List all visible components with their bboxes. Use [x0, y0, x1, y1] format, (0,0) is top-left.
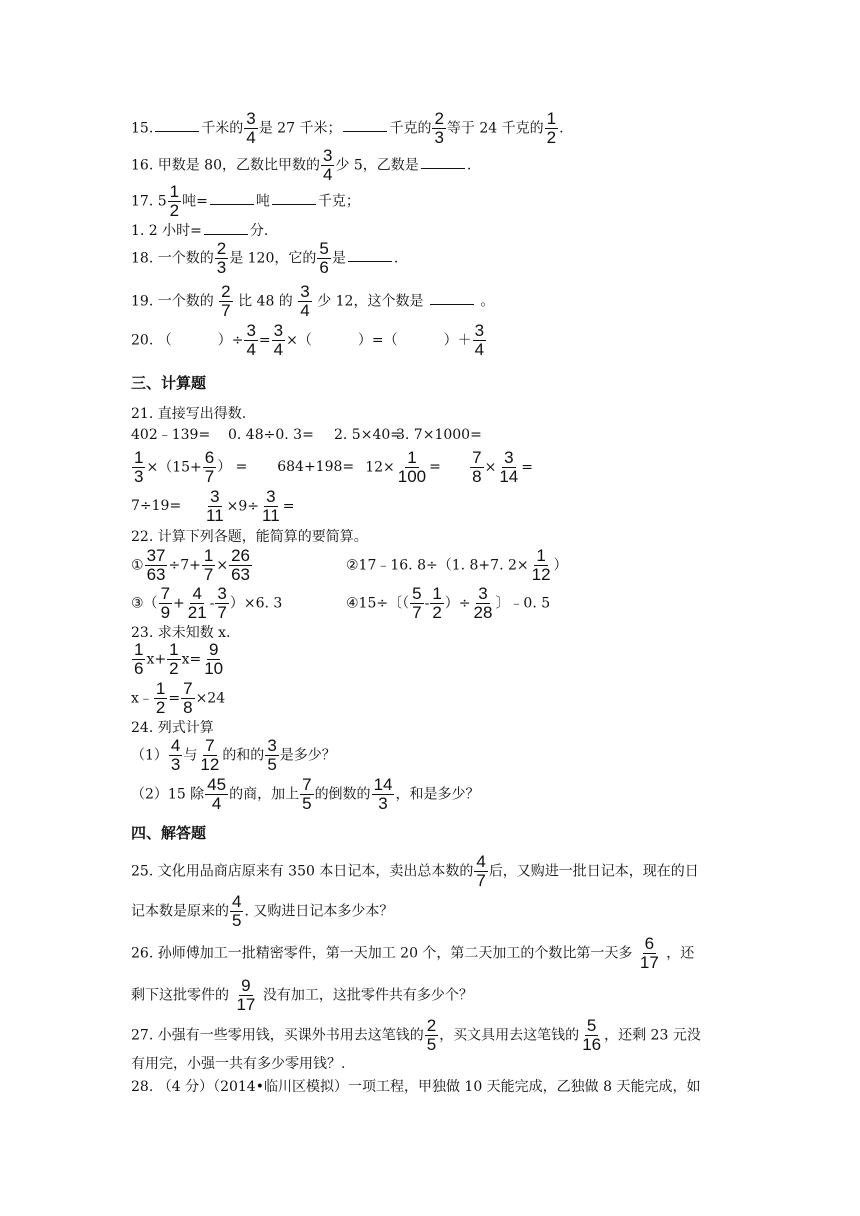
fraction: $\frac{3}{4}$	[246, 321, 256, 359]
answer-blank[interactable]	[272, 192, 316, 205]
fraction: $\frac{7}{9}$	[160, 584, 171, 622]
question-21-title: 21. 直接写出得数.	[131, 406, 247, 422]
question-28-line-1: 28. （4 分）（2014•临川区模拟）一项工程，甲独做 10 天能完成，乙独做 8 天能完成，如	[131, 1079, 701, 1095]
fraction: $\frac{4}{3}$	[170, 736, 181, 774]
question-22-item-3: ③（ $\frac{7}{9}$ + $\frac{4}{21}$ - $\frac{3}{7}$ ）×6. 3	[131, 584, 283, 622]
fraction: $\frac{1}{2}$	[546, 109, 557, 147]
fraction: $\frac{6}{7}$	[204, 448, 215, 486]
question-22-title: 22. 计算下列各题，能简算的要简算。	[131, 529, 368, 545]
fraction: $\frac{4}{21}$	[187, 584, 207, 622]
fraction: $\frac{1}{2}$	[169, 640, 179, 678]
question-22-item-1: ① $\frac{37}{63}$ ÷7+ $\frac{1}{7}$ × $\frac{26}{63}$	[131, 546, 250, 584]
question-25-line-1: 25. 文化用品商店原来有 350 本日记本，卖出总本数的 $\frac{4}{7}$ 后，又购进一批日记本，现在的日	[131, 852, 699, 890]
question-24-part-1: （1） $\frac{4}{3}$ 与 $\frac{7}{12}$ 的和的 $\frac{3}{5}$ 是多少？	[131, 736, 336, 774]
question-27-line-1: 27. 小强有一些零用钱，买课外书用去这笔钱的 $\frac{2}{5}$ ，买文具用去这笔钱的 $\frac{5}{16}$ ，还剩 23 元没	[131, 1016, 701, 1054]
fraction: $\frac{1}{100}$	[397, 448, 427, 486]
fraction: $\frac{3}{4}$	[300, 282, 310, 320]
fraction: $\frac{3}{28}$	[473, 584, 493, 622]
question-19: 19. 一个数的 $\frac{2}{7}$ 比 48 的 $\frac{3}{4}$ 少 12，这个数是 。	[131, 282, 495, 320]
question-18: 18. 一个数的 $\frac{2}{3}$ 是 120，它的 $\frac{5}{6}$ 是 .	[131, 239, 399, 277]
question-22-item-4: ④15÷〔（ $\frac{5}{7}$ - $\frac{1}{2}$ ）÷ $\frac{3}{28}$ 〕﹣0. 5	[346, 584, 551, 622]
fraction: $\frac{3}{4}$	[322, 146, 333, 184]
question-15: 15. 千米的 $\frac{3}{4}$ 是 27 千米； 千克的 $\frac{2}{3}$ 等于 24 千克的 $\frac{1}{2}$ .	[131, 109, 564, 147]
question-21-row-3: 7÷19= $\frac{3}{11}$ ×9÷ $\frac{3}{11}$ =	[131, 487, 295, 525]
section-heading-calculation: 三、计算题	[131, 374, 207, 392]
fraction: $\frac{9}{10}$	[204, 640, 224, 678]
fraction: $\frac{26}{63}$	[231, 546, 250, 584]
answer-blank[interactable]	[421, 156, 465, 169]
fraction: $\frac{3}{4}$	[246, 109, 256, 147]
question-22-item-2: ②17﹣16. 8÷（1. 8+7. 2× $\frac{1}{12}$ ）	[346, 546, 568, 584]
fraction: $\frac{1}{2}$	[155, 679, 166, 717]
fraction: $\frac{1}{2}$	[169, 182, 180, 220]
question-26-line-1: 26. 孙师傅加工一批精密零件，第一天加工 20 个，第二天加工的个数比第一天多 $\frac{6}{17}$ ，还	[131, 934, 695, 972]
fraction: $\frac{5}{7}$	[412, 584, 422, 622]
fraction: $\frac{1}{3}$	[134, 448, 144, 486]
fraction: $\frac{3}{11}$	[206, 487, 224, 525]
fraction: $\frac{3}{5}$	[267, 736, 277, 774]
answer-blank[interactable]	[430, 292, 474, 305]
question-27-line-2: 有用完，小强一共有多少零用钱？.	[131, 1056, 346, 1072]
fraction: $\frac{2}{3}$	[434, 109, 444, 147]
question-21-row-1: 402﹣139= 0. 48÷0. 3= 2. 5×40=3. 7×1000=	[131, 427, 482, 443]
question-16: 16. 甲数是 80，乙数比甲数的 $\frac{3}{4}$ 少 5，乙数是 .	[131, 146, 472, 184]
fraction: $\frac{7}{12}$	[200, 736, 220, 774]
fraction: $\frac{3}{14}$	[499, 448, 519, 486]
fraction: $\frac{7}{8}$	[472, 448, 482, 486]
answer-blank[interactable]	[348, 249, 392, 262]
fraction: $\frac{45}{4}$	[207, 775, 227, 813]
fraction: $\frac{1}{12}$	[531, 546, 551, 584]
answer-blank[interactable]	[155, 119, 199, 132]
question-24-part-2: （2）15 除 $\frac{45}{4}$ 的商，加上 $\frac{7}{5}$ 的倒数的 $\frac{14}{3}$ ，和是多少？	[131, 775, 480, 813]
fraction: $\frac{5}{6}$	[319, 239, 329, 277]
fraction: $\frac{14}{3}$	[373, 775, 393, 813]
question-17-part-b: 1. 2 小时= 分.	[131, 223, 269, 239]
question-23-equation-2: x﹣ $\frac{1}{2}$ = $\frac{7}{8}$ ×24	[131, 679, 226, 717]
question-23-title: 23. 求未知数 x.	[131, 625, 231, 641]
fraction: $\frac{3}{4}$	[273, 321, 284, 359]
question-17: 17. 5 $\frac{1}{2}$ 吨= 吨 千克；	[131, 182, 360, 220]
question-25-line-2: 记本数是原来的 $\frac{4}{5}$ . 又购进日记本多少本？	[131, 892, 394, 930]
question-26-line-2: 剩下这批零件的 $\frac{9}{17}$ 没有加工，这批零件共有多少个？	[131, 976, 473, 1014]
fraction: $\frac{9}{17}$	[236, 976, 256, 1014]
fraction: $\frac{7}{5}$	[302, 775, 312, 813]
answer-blank[interactable]	[210, 192, 254, 205]
fraction: $\frac{1}{2}$	[432, 584, 442, 622]
fraction: $\frac{3}{11}$	[262, 487, 280, 525]
fraction: $\frac{1}{6}$	[134, 640, 144, 678]
fraction: $\frac{1}{7}$	[203, 546, 214, 584]
answer-blank[interactable]	[343, 119, 387, 132]
fraction: $\frac{3}{7}$	[217, 584, 227, 622]
fraction: $\frac{2}{3}$	[216, 239, 227, 277]
question-24-title: 24. 列式计算	[131, 720, 214, 736]
answer-blank[interactable]	[204, 222, 248, 235]
fraction: $\frac{5}{16}$	[582, 1016, 602, 1054]
fraction: $\frac{2}{5}$	[426, 1016, 437, 1054]
fraction: $\frac{2}{7}$	[221, 282, 231, 320]
fraction: $\frac{4}{7}$	[476, 852, 486, 890]
fraction: $\frac{7}{8}$	[183, 679, 193, 717]
fraction: $\frac{4}{5}$	[232, 892, 242, 930]
fraction: $\frac{6}{17}$	[639, 934, 659, 972]
question-20: 20. （ ）÷ $\frac{3}{4}$ = $\frac{3}{4}$ ×（ ）=（ ）＋ $\frac{3}{4}$	[131, 321, 485, 359]
fraction: $\frac{37}{63}$	[146, 546, 166, 584]
question-21-row-2: $\frac{1}{3}$ ×（15+ $\frac{6}{7}$ ） = 684+198= 12× $\frac{1}{100}$ = $\frac{7}{8}$ × $\frac{3}{14}$ =	[134, 448, 533, 486]
fraction: $\frac{3}{4}$	[474, 321, 485, 359]
section-heading-word-problems: 四、解答题	[131, 824, 207, 842]
question-23-equation-1: $\frac{1}{6}$ x+ $\frac{1}{2}$ x= $\frac{9}{10}$	[134, 640, 224, 678]
